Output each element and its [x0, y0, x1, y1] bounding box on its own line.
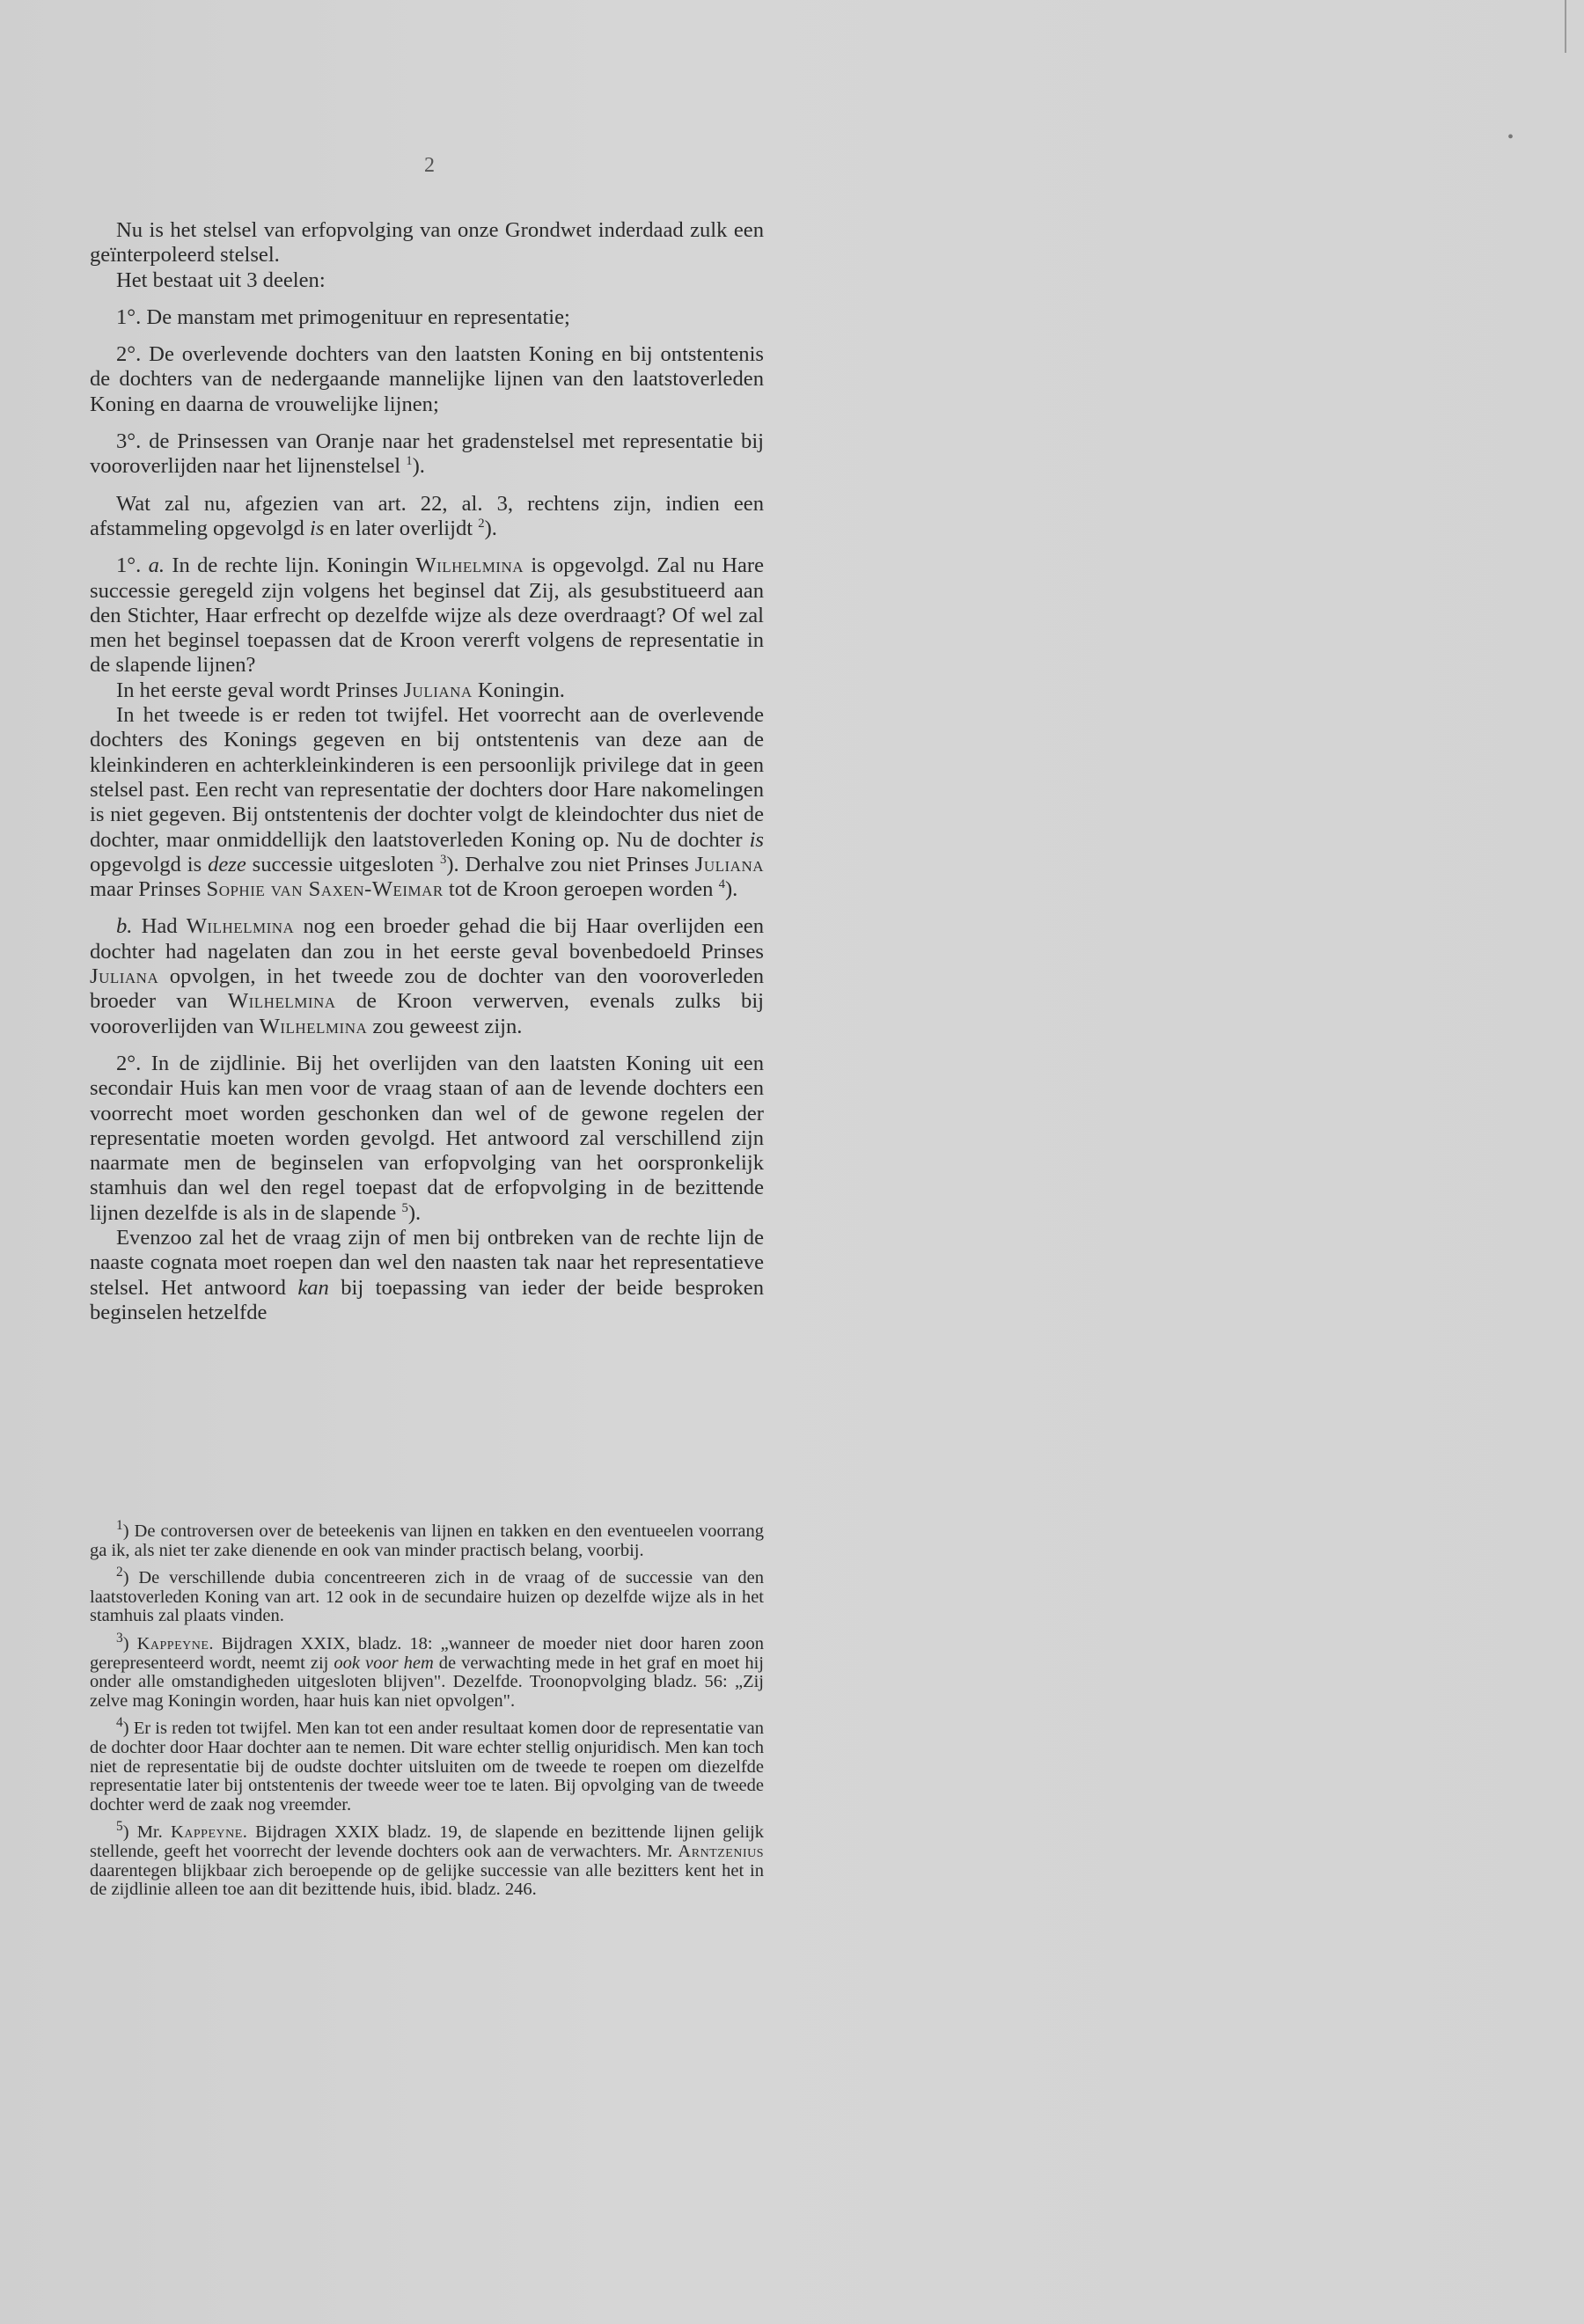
text-run: Koningin.: [472, 678, 565, 702]
text-run: maar Prinses: [90, 877, 207, 902]
paragraph: [90, 492, 764, 542]
text-run: Wilhelmina: [415, 554, 524, 578]
text-run: In het eerste geval wordt Prinses: [116, 678, 404, 702]
scan-speck: •: [1507, 128, 1514, 147]
text-run: Had: [132, 914, 187, 939]
text-run: 2°. De overlevende dochters van den laatsten Koning en bij ontstentenis de dochters van de nedergaande mannelijke lijnen van den laatstoverleden Koning en daarna de vrouwelijke lijnen;: [90, 342, 764, 416]
text-run: In de rechte lijn. Koningin: [165, 554, 416, 578]
text-run: bij toepassing van ieder der beide besproken beginselen hetzelfde: [90, 1275, 765, 1324]
paragraph: [90, 429, 764, 480]
text-run: is: [310, 516, 325, 540]
footnote-ref: 2: [478, 516, 485, 531]
text-run: daarentegen blijkbaar zich beroepende op de gelijke successie van alle bezitters kent het in de zijdlinie alleen toe aan dit bezittende huis, ibid. bladz. 246.: [90, 1860, 764, 1900]
text-run: tot de Kroon geroepen worden: [443, 877, 719, 902]
text-run: . Bijdragen XXIX, bladz. 18: „wanneer de moeder niet door haren zoon gerepresenteerd wordt, neemt zij: [90, 1633, 765, 1673]
main-text: [90, 218, 764, 1325]
page-number: 2: [424, 154, 435, 177]
text-run: Het bestaat uit 3 deelen:: [116, 268, 326, 292]
text-run: De controversen over de beteekenis van lijnen en takken en den eventueelen voorrang ga ik, als niet ter zake dienende en ook van minder practisch belang, voorbij.: [90, 1521, 764, 1560]
text-run: opgevolgd is: [90, 852, 209, 876]
text-run: In het tweede is er reden tot twijfel. Het voorrecht aan de overlevende dochters des Konings gegeven en bij ontstentenis van deze aan de kleinkinderen en achterkleinkinderen is een persoonlijk privilege dat in geen stelsel past. Een recht van representatie der dochters door Hare nakomelingen is niet gegeven. Bij ontstentenis der dochter volgt de kleindochter dus niet de dochter, maar onmiddellijk den laatstoverleden Koning op. Nu de dochter: [90, 703, 764, 852]
text-run: ook voor hem: [334, 1653, 434, 1673]
paragraph: [90, 914, 764, 1038]
text-run: Arntzenius: [678, 1841, 764, 1861]
text-run: 1°.: [116, 554, 149, 578]
text-run: Er is reden tot twijfel. Men kan tot een ander resultaat komen door de representatie van de dochter door Haar dochter aan te nemen. Dit ware echter stellig onjuridisch. Men kan toch niet de representatie bij de oudste dochter uitsluiten om de tweede te roepen om diezelfde representatie later bij ontstentenis der tweede weer toe te laten. Bij opvolging van de tweede dochter werd de zaak nog vreemder.: [90, 1719, 764, 1814]
text-run: opvolgen, in het tweede zou de dochter van den vooroverleden broeder van: [90, 964, 764, 1014]
text-run: b.: [116, 914, 133, 939]
text-run: 1°. De manstam met primogenituur en representatie;: [116, 304, 570, 329]
paragraph: [90, 678, 764, 703]
footnote-number: 5: [116, 1819, 123, 1835]
footnote-number: 2: [116, 1565, 123, 1580]
text-run: Nu is het stelsel van erfopvolging van onze Grondwet inderdaad zulk een geïnterpoleerd stelsel.: [90, 218, 764, 268]
text-run: Wilhelmina: [259, 1014, 368, 1038]
text-run: de verwachting mede in het graf en moet hij onder alle omstandigheden uitgesloten blijven". Dezelfde. Troonopvolging bladz. 56: „Zij zelve mag Koningin worden, haar huis kan niet opvolgen".: [90, 1653, 764, 1711]
footnote-ref: 1: [406, 454, 413, 469]
footnote-number: 4: [116, 1715, 123, 1731]
footnote: $^4$) Er is reden tot twijfel. Men kan tot een ander resultaat komen door de representatie van de dochter door Haar dochter aan te nemen. Dit ware echter stellig onjuridisch. Men kan toch niet de representatie bij de oudste dochter uitsluiten om de tweede te roepen om diezelfde representatie later bij ontstentenis der tweede weer toe te laten. Bij opvolging van de tweede dochter werd de zaak nog vreemder.: [90, 1715, 764, 1814]
footnote: $^3$) Kappeyne. Bijdragen XXIX, bladz. 18: „wanneer de moeder niet door haren zoon gerepresenteerd wordt, neemt zij ook voor hem de verwachting mede in het graf en moet hij onder alle omstandigheden uitgesloten blijven". Dezelfde. Troonopvolging bladz. 56: „Zij zelve mag Koningin worden, haar huis kan niet opvolgen".: [90, 1631, 765, 1711]
footnote: $^5$) Mr. Kappeyne. Bijdragen XXIX bladz. 19, de slapende en bezittende lijnen gelijk stellende, geeft het voorrecht der levende dochters ook aan de verwachters. Mr. Arntzenius daarentegen blijkbaar zich beroepende op de gelijke successie van alle bezitters kent het in de zijdlinie alleen toe aan dit bezittende huis, ibid. bladz. 246.: [90, 1819, 764, 1900]
text-run: . Bijdragen XXIX bladz. 19, de slapende en bezittende lijnen gelijk stellende, geeft het voorrecht der levende dochters ook aan de verwachters. Mr.: [90, 1822, 764, 1861]
text-run: 2°. In de zijdlinie. Bij het overlijden van den laatsten Koning uit een secondair Huis kan men voor de vraag staan of aan de levende dochters een voorrecht moet worden geschonken dan wel of de gewone regelen der representatie moeten worden gevolgd. Het antwoord zal verschillend zijn naarmate men de beginselen van erfopvolging van het oorspronkelijk stamhuis dan wel den regel toepast dat de erfopvolging in de bezittende lijnen dezelfde is als in de slapende: [90, 1051, 764, 1225]
footnote-number: 1: [116, 1518, 123, 1534]
paragraph: [90, 1052, 764, 1226]
paragraph: [90, 342, 764, 417]
text-run: successie uitgesloten: [246, 852, 440, 876]
text-run: de Kroon verwerven, evenals zulks bij vooroverlijden van: [90, 989, 764, 1038]
text-run: 3°. de Prinsessen van Oranje naar het gradenstelsel met representatie bij vooroverlijden naar het lijnenstelsel: [90, 429, 764, 479]
footnotes: [90, 1518, 765, 1909]
text-run: De verschillende dubia concentreeren zich in de vraag of de successie van den laatstoverleden Koning van art. 12 ook in de secundaire huizen op dezelfde wijze als in het stamhuis zal plaats vinden.: [90, 1568, 764, 1626]
text-run: is: [749, 827, 764, 852]
text-run: deze: [208, 852, 246, 876]
paragraph: [90, 305, 764, 330]
text-run: ).: [724, 877, 738, 902]
text-run: Wilhelmina: [186, 914, 295, 939]
text-run: ). Derhalve zou niet Prinses: [446, 852, 695, 876]
text-run: nog een broeder gehad die bij Haar overlijden een dochter had nagelaten dan zou in het eerste geval bovenbedoeld Prinses: [90, 914, 764, 964]
page-edge-mark: [1565, 0, 1566, 53]
text-run: Juliana: [694, 852, 765, 876]
text-run: Mr.: [136, 1822, 171, 1843]
text-run: Evenzoo zal het de vraag zijn of men bij ontbreken van de rechte lijn de naaste cognata moet roepen dan wel den naasten tak naar het representatieve stelsel. Het antwoord: [90, 1225, 764, 1300]
paragraph: [90, 554, 764, 678]
text-run: kan: [297, 1275, 329, 1300]
footnote-ref: 4: [718, 876, 725, 891]
text-run: is opgevolgd. Zal nu Hare successie geregeld zijn volgens het beginsel dat Zij, als gesubstitueerd aan den Stichter, Haar erfrecht op dezelfde wijze als deze overdraagt? Of wel zal men het beginsel toepassen dat de Kroon vererft volgens de representatie in de slapende lijnen?: [90, 554, 764, 678]
text-run: ).: [412, 454, 425, 479]
text-run: en later overlijdt: [324, 516, 479, 540]
footnote: $^1$) De controversen over de beteekenis van lijnen en takken en den eventueelen voorrang ga ik, als niet ter zake dienende en ook van minder practisch belang, voorbij.: [90, 1518, 764, 1560]
text-run: ).: [407, 1200, 422, 1225]
text-run: a.: [148, 554, 165, 578]
text-run: Sophie van Saxen-Weimar: [206, 877, 444, 902]
text-run: Wat zal nu, afgezien van art. 22, al. 3, rechtens zijn, indien een afstammeling opgevolgd: [90, 491, 764, 540]
text-run: Juliana: [403, 678, 473, 702]
text-run: Kappeyne: [136, 1633, 209, 1653]
paragraph: [90, 218, 764, 268]
paragraph: [90, 268, 764, 293]
footnote-number: 3: [116, 1631, 123, 1646]
text-run: Wilhelmina: [227, 989, 336, 1014]
text-run: zou geweest zijn.: [367, 1014, 523, 1038]
paragraph: [90, 703, 764, 902]
footnote: $^2$) De verschillende dubia concentreeren zich in de vraag of de successie van den laatstoverleden Koning van art. 12 ook in de secundaire huizen op dezelfde wijze als in het stamhuis zal plaats vinden.: [90, 1565, 764, 1626]
text-run: ).: [484, 516, 497, 540]
paragraph: [90, 1226, 764, 1325]
text-run: Kappeyne: [170, 1822, 243, 1843]
footnote-ref: 5: [401, 1200, 408, 1215]
text-run: Juliana: [90, 964, 159, 989]
footnote-ref: 3: [439, 852, 447, 867]
